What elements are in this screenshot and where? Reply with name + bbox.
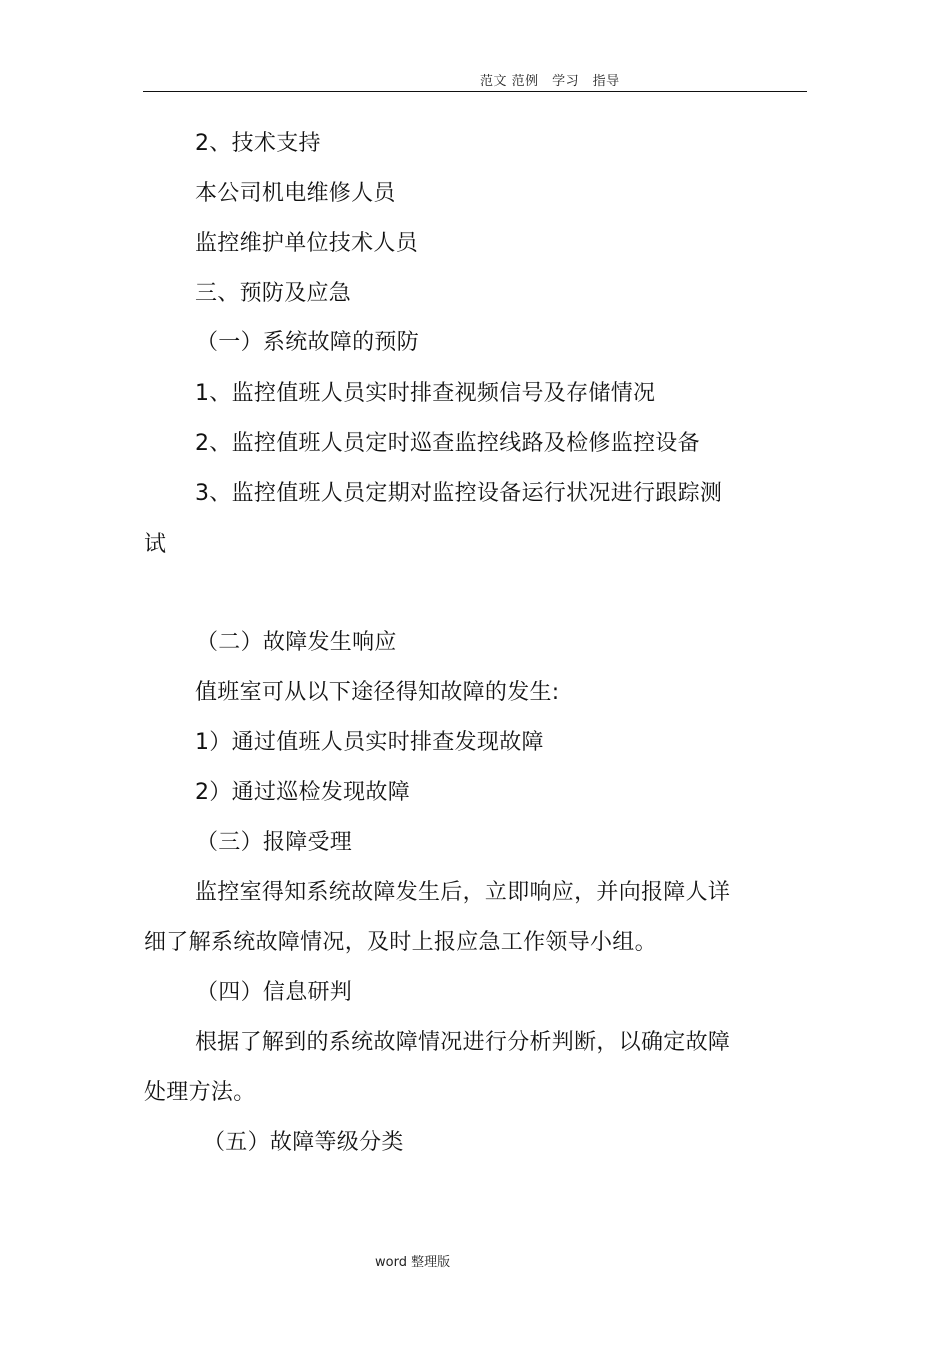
text-line: 监控维护单位技术人员 (195, 231, 419, 256)
text-line: 1、监控值班人员实时排查视频信号及存储情况 (195, 381, 656, 406)
subsection-heading: （二）故障发生响应 (196, 630, 397, 655)
subsection-heading: （五）故障等级分类 (203, 1130, 404, 1155)
text-line: 3、监控值班人员定期对监控设备运行状况进行跟踪测 (195, 481, 723, 506)
text-line: 细了解系统故障情况，及时上报应急工作领导小组。 (144, 930, 657, 955)
text-line: 2）通过巡检发现故障 (195, 780, 410, 805)
page-header: 范文 范例 学习 指导 (480, 74, 620, 89)
page-footer: word 整理版 (375, 1255, 451, 1270)
subsection-heading: （四）信息研判 (196, 980, 353, 1005)
header-rule (143, 91, 807, 92)
text-line: 监控室得知系统故障发生后，立即响应，并向报障人详 (195, 880, 731, 905)
text-line: 试 (144, 532, 167, 557)
subsection-heading: （一）系统故障的预防 (196, 330, 420, 355)
section-heading: 三、预防及应急 (195, 281, 352, 306)
text-line: 根据了解到的系统故障情况进行分析判断，以确定故障 (195, 1030, 731, 1055)
text-line: 本公司机电维修人员 (195, 181, 396, 206)
text-line: 2、技术支持 (195, 131, 321, 156)
text-line: 1）通过值班人员实时排查发现故障 (195, 730, 544, 755)
text-line: 值班室可从以下途径得知故障的发生: (195, 680, 560, 705)
subsection-heading: （三）报障受理 (196, 830, 353, 855)
text-line: 处理方法。 (144, 1080, 256, 1105)
text-line: 2、监控值班人员定时巡查监控线路及检修监控设备 (195, 431, 700, 456)
